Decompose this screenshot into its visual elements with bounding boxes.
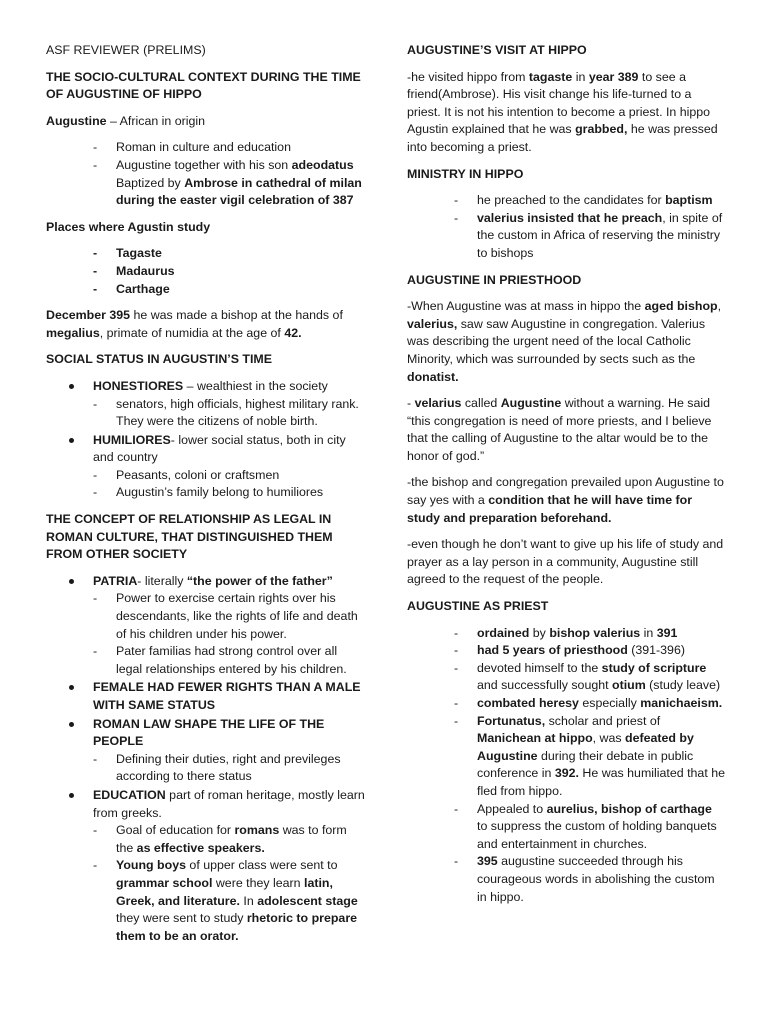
section-heading-social: SOCIAL STATUS IN AUGUSTIN’S TIME (46, 352, 273, 367)
augustine-origin: Augustine – African in origin (46, 113, 206, 128)
sub-list (93, 822, 366, 945)
list-item: - Young boys of upper class were sent to grammar school were they learn latin, Greek, and literature. In adolescent stage they were sent to study rhetoric to prepare them to be an orator. (116, 857, 366, 945)
document-title: ASF REVIEWER (PRELIMS) (46, 43, 206, 57)
list-item: - senators, high officials, highest military rank. They were the citizens of noble birth. (116, 396, 366, 431)
list-item: - devoted himself to the study of scripture and successfully sought otium (study leave) (477, 660, 725, 695)
right-column (407, 42, 725, 915)
section-heading-priest: AUGUSTINE AS PRIEST (407, 599, 549, 614)
bishop-paragraph: December 395 he was made a bishop at the hands of megalius, primate of numidia at the age of 42. (46, 308, 343, 340)
priesthood-paragraph-2: - velarius called Augustine without a warning. He said “this congregation is need of more priests, and I believe that the calling of Augustine to the altar would be to the honor of god.” (407, 396, 712, 463)
visit-paragraph: -he visited hippo from tagaste in year 389 to see a friend(Ambrose). His visit change his life-turned to a priest. It is not his intention to become a priest. In hippo Agustin explained that he was grabbed, he was pressed into becoming a priest. (407, 69, 718, 154)
list-item: - had 5 years of priesthood (391-396) (477, 642, 725, 660)
list-item: - valerius insisted that he preach, in spite of the custom in Africa of reserving the ministry to bishops (477, 210, 725, 263)
list-item: HUMILIORES- lower social status, both in city and country - Peasants, coloni or craftsmen - Augustin’s family belong to humiliores (93, 432, 366, 502)
list-item: - Power to exercise certain rights over his descendants, like the rights of life and death of his children under his power. (116, 590, 366, 643)
sub-list (93, 751, 366, 786)
list-item: - Augustin’s family belong to humiliores (116, 484, 366, 502)
list-item: - Appealed to aurelius, bishop of carthage to suppress the custom of holding banquets and entertainment in churches. (477, 801, 725, 854)
left-column (46, 42, 366, 954)
list-item: - combated heresy especially manichaeism. (477, 695, 725, 713)
list-item: - Tagaste (116, 245, 366, 263)
sub-list (93, 590, 366, 678)
list-item: HONESTIORES – wealthiest in the society - senators, high officials, highest military rank. They were the citizens of noble birth. (93, 378, 366, 431)
places-list (46, 245, 366, 298)
section-heading-context: THE SOCIO-CULTURAL CONTEXT DURING THE TIME OF AUGUSTINE OF HIPPO (46, 69, 361, 102)
list-item: - Pater familias had strong control over all legal relationships entered by his children. (116, 643, 366, 678)
social-list (46, 378, 366, 502)
section-heading-places: Places where Agustin study (46, 219, 211, 234)
priesthood-paragraph-4: -even though he don’t want to give up his life of study and prayer as a lay person in a community, Augustine still agreed to the request of the people. (407, 537, 724, 587)
section-heading-concept: THE CONCEPT OF RELATIONSHIP AS LEGAL IN ROMAN CULTURE, THAT DISTINGUISHED THEM FROM OTHER SOCIETY (46, 512, 333, 562)
list-item: - ordained by bishop valerius in 391 (477, 625, 725, 643)
list-item: - he preached to the candidates for baptism (477, 192, 725, 210)
section-heading-ministry: MINISTRY IN HIPPO (407, 166, 524, 181)
priest-list (407, 625, 725, 907)
list-item: EDUCATION part of roman heritage, mostly learn from greeks. - Goal of education for romans was to form the as effective speakers. - Young boys of upper class were sent to grammar school were they learn latin, Greek, and literature. In adolescent stage they were sent to study rhetoric to prepare them to be an orator. (93, 787, 366, 945)
list-item: - Peasants, coloni or craftsmen (116, 467, 366, 485)
sub-list (93, 467, 366, 502)
list-item: - 395 augustine succeeded through his courageous words in abolishing the custom in hippo. (477, 853, 725, 906)
list-item: - Fortunatus, scholar and priest of Manichean at hippo, was defeated by Augustine during their debate in public conference in 392. He was humiliated that he fled from hippo. (477, 713, 725, 801)
origin-list (46, 139, 366, 209)
priesthood-paragraph-1: -When Augustine was at mass in hippo the aged bishop, valerius, saw saw Augustine in congregation. Valerius was describing the urgent need of the local Catholic Minority, which was surrounded by sects such as the donatist. (407, 299, 722, 384)
section-heading-visit: AUGUSTINE’S VISIT AT HIPPO (407, 43, 587, 57)
list-item: - Roman in culture and education (116, 139, 366, 157)
concept-list (46, 573, 366, 945)
list-item: - Goal of education for romans was to form the as effective speakers. (116, 822, 366, 857)
list-item: FEMALE HAD FEWER RIGHTS THAN A MALE WITH SAME STATUS (93, 679, 366, 714)
list-item: - Defining their duties, right and previleges according to there status (116, 751, 366, 786)
list-item: - Carthage (116, 281, 366, 299)
ministry-list (407, 192, 725, 262)
list-item: - Madaurus (116, 263, 366, 281)
sub-list (93, 396, 366, 431)
list-item: - Augustine together with his son adeodatus Baptized by Ambrose in cathedral of milan during the easter vigil celebration of 387 (116, 157, 366, 210)
section-heading-priesthood: AUGUSTINE IN PRIESTHOOD (407, 272, 582, 287)
priesthood-paragraph-3: -the bishop and congregation prevailed upon Augustine to say yes with a condition that he will have time for study and preparation beforehand. (407, 475, 724, 525)
list-item: PATRIA- literally “the power of the father” - Power to exercise certain rights over his descendants, like the rights of life and death of his children under his power. - Pater familias had strong control over all legal relationships entered by his children. (93, 573, 366, 679)
list-item: ROMAN LAW SHAPE THE LIFE OF THE PEOPLE - Defining their duties, right and previleges according to there status (93, 716, 366, 786)
